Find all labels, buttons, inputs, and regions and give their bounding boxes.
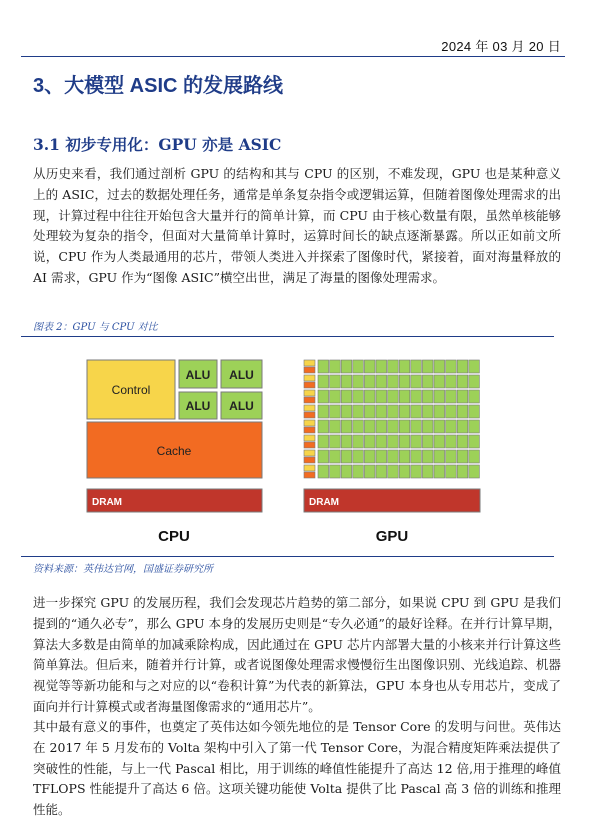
gpu-cache-cell [304, 457, 315, 463]
cpu-gpu-diagram [0, 338, 607, 554]
gpu-alu-cell [434, 420, 445, 433]
gpu-alu-cell [364, 465, 375, 478]
gpu-alu-cell [388, 420, 399, 433]
gpu-alu-cell [457, 450, 468, 463]
gpu-alu-cell [364, 375, 375, 388]
gpu-cache-cell [304, 427, 315, 433]
gpu-alu-cell [411, 420, 422, 433]
gpu-alu-cell [353, 390, 364, 403]
gpu-alu-cell [330, 405, 341, 418]
gpu-alu-cell [399, 420, 410, 433]
gpu-control-cell [304, 405, 315, 411]
gpu-core-grid [304, 360, 479, 478]
section-title: 3、大模型 ASIC 的发展路线 [33, 75, 284, 97]
figure-caption: 图表 2：GPU 与 CPU 对比 [33, 322, 158, 333]
gpu-alu-cell [446, 360, 457, 373]
figure-bottom-rule [21, 556, 554, 557]
gpu-alu-cell [330, 375, 341, 388]
gpu-alu-cell [364, 420, 375, 433]
gpu-alu-cell [388, 375, 399, 388]
gpu-alu-cell [411, 435, 422, 448]
gpu-alu-cell [341, 450, 352, 463]
gpu-alu-cell [341, 405, 352, 418]
cpu-alu-3-label: ALU [185, 399, 211, 413]
gpu-alu-cell [318, 360, 329, 373]
gpu-dram-label: DRAM [309, 497, 339, 508]
paragraph-3: 其中最有意义的事件，也奠定了英伟达如今领先地位的是 Tensor Core 的发明与问世。英伟达在 2017 年 5 月发布的 Volta 架构中引入了第一代 Tensor Core，为混合精度矩阵乘法提供了突破性的性能，与上一代 Pascal 相比，用于训练的峰值性能提升了高达 12 倍,用于推理的峰值 TFLOPS 性能提升了高达 6 倍。这项关键功能使 Volta 提供了比 Pascal 高 3 倍的训练和推理性能。 [33, 719, 561, 818]
gpu-cache-cell [304, 367, 315, 373]
gpu-alu-cell [446, 405, 457, 418]
gpu-control-cell [304, 360, 315, 366]
paragraph-1: 从历史来看，我们通过剖析 GPU 的结构和其与 CPU 的区别，不难发现，GPU 也是某种意义上的 ASIC，过去的数据处理任务，通常是单条复杂指令或逻辑运算，但随着图像处理需求的出现，计算过程中往往开始包含大量并行的简单计算，而 CPU 由于核心数量有限，虽然单核能够处理较为复杂的指令，但面对大量简单计算时，运算时间长的缺点逐渐暴露。所以正如前文所说，CPU 作为人类最通用的芯片，带领人类进入并探索了图像时代，紧接着，面对海量释放的 AI 需求，GPU 作为“图像 ASIC”横空出世，满足了海量的图像处理需求。 [33, 166, 561, 285]
gpu-alu-cell [469, 435, 480, 448]
gpu-alu-cell [411, 405, 422, 418]
gpu-alu-cell [434, 465, 445, 478]
gpu-cache-cell [304, 472, 315, 478]
gpu-alu-cell [388, 465, 399, 478]
gpu-alu-cell [434, 450, 445, 463]
gpu-alu-cell [446, 390, 457, 403]
gpu-alu-cell [330, 420, 341, 433]
gpu-alu-cell [318, 465, 329, 478]
gpu-alu-cell [446, 465, 457, 478]
gpu-architecture [304, 360, 480, 545]
cpu-alu-1-label: ALU [185, 368, 211, 382]
gpu-alu-cell [469, 450, 480, 463]
gpu-alu-cell [446, 435, 457, 448]
cpu-alu-2-label: ALU [229, 368, 254, 382]
gpu-alu-cell [411, 450, 422, 463]
cpu-architecture [87, 360, 262, 545]
gpu-alu-cell [388, 390, 399, 403]
gpu-alu-cell [388, 360, 399, 373]
gpu-alu-cell [399, 450, 410, 463]
gpu-alu-cell [364, 450, 375, 463]
gpu-alu-cell [422, 390, 433, 403]
gpu-alu-cell [434, 375, 445, 388]
gpu-alu-cell [469, 375, 480, 388]
header-divider [21, 56, 565, 57]
paragraph-2: 进一步探究 GPU 的发展历程，我们会发现芯片趋势的第二部分，如果说 CPU 到 GPU 是我们提到的“通久必专”，那么 GPU 本身的发展历史则是“专久必通”的最好诠释。在并行计算早期，算法大多数是由简单的加减乘除构成，因此通过在 GPU 芯片内部署大量的小核来并行计算这些简单算法。但后来，随着并行计算，或者说图像处理需求慢慢衍生出图像识别、光线追踪、机器视觉等等新功能和与之对应的以“卷积计算”为代表的新算法，GPU 本身也从专用芯片，变成了面向并行计算模式或者海量图像需求的“通用芯片”。 [33, 595, 561, 714]
gpu-alu-cell [399, 360, 410, 373]
gpu-alu-cell [422, 405, 433, 418]
gpu-alu-cell [318, 390, 329, 403]
gpu-alu-cell [457, 390, 468, 403]
cpu-dram-label: DRAM [92, 497, 122, 508]
figure-source: 资料来源：英伟达官网，国盛证券研究所 [33, 564, 213, 575]
gpu-alu-cell [364, 405, 375, 418]
gpu-alu-cell [434, 405, 445, 418]
gpu-alu-cell [469, 405, 480, 418]
gpu-alu-cell [388, 405, 399, 418]
gpu-alu-cell [469, 390, 480, 403]
gpu-alu-cell [411, 465, 422, 478]
gpu-alu-cell [399, 375, 410, 388]
gpu-alu-cell [376, 390, 387, 403]
gpu-control-cell [304, 420, 315, 426]
gpu-alu-cell [469, 360, 480, 373]
gpu-alu-cell [318, 435, 329, 448]
gpu-alu-cell [353, 465, 364, 478]
gpu-alu-cell [376, 420, 387, 433]
gpu-alu-cell [457, 405, 468, 418]
gpu-alu-cell [318, 450, 329, 463]
gpu-alu-cell [457, 420, 468, 433]
gpu-alu-cell [330, 360, 341, 373]
gpu-alu-cell [376, 450, 387, 463]
gpu-alu-cell [341, 360, 352, 373]
gpu-alu-cell [411, 375, 422, 388]
gpu-alu-cell [341, 420, 352, 433]
gpu-alu-cell [364, 390, 375, 403]
gpu-cache-cell [304, 397, 315, 403]
gpu-alu-cell [457, 375, 468, 388]
gpu-control-cell [304, 465, 315, 471]
gpu-alu-cell [364, 360, 375, 373]
gpu-alu-cell [376, 405, 387, 418]
gpu-alu-cell [318, 420, 329, 433]
gpu-label: GPU [375, 528, 409, 545]
gpu-alu-cell [434, 390, 445, 403]
gpu-alu-cell [318, 405, 329, 418]
gpu-cache-cell [304, 382, 315, 388]
gpu-alu-cell [318, 375, 329, 388]
gpu-alu-cell [422, 420, 433, 433]
gpu-alu-cell [422, 375, 433, 388]
gpu-alu-cell [376, 360, 387, 373]
gpu-control-cell [304, 375, 315, 381]
gpu-alu-cell [411, 390, 422, 403]
gpu-alu-cell [399, 390, 410, 403]
gpu-alu-cell [364, 435, 375, 448]
gpu-alu-cell [399, 405, 410, 418]
gpu-alu-cell [457, 435, 468, 448]
gpu-alu-cell [353, 375, 364, 388]
gpu-alu-cell [376, 375, 387, 388]
gpu-alu-cell [376, 465, 387, 478]
gpu-control-cell [304, 390, 315, 396]
gpu-alu-cell [422, 360, 433, 373]
gpu-alu-cell [469, 465, 480, 478]
gpu-alu-cell [330, 465, 341, 478]
gpu-alu-cell [434, 435, 445, 448]
gpu-alu-cell [341, 390, 352, 403]
gpu-alu-cell [341, 375, 352, 388]
gpu-alu-cell [399, 435, 410, 448]
gpu-alu-cell [399, 465, 410, 478]
gpu-alu-cell [353, 405, 364, 418]
gpu-alu-cell [330, 390, 341, 403]
gpu-alu-cell [353, 450, 364, 463]
gpu-alu-cell [376, 435, 387, 448]
gpu-cache-cell [304, 412, 315, 418]
gpu-alu-cell [353, 360, 364, 373]
gpu-alu-cell [353, 435, 364, 448]
cpu-label: CPU [158, 528, 190, 545]
report-date: 2024 年 03 月 20 日 [441, 39, 561, 54]
gpu-alu-cell [388, 450, 399, 463]
gpu-cache-cell [304, 442, 315, 448]
gpu-alu-cell [422, 465, 433, 478]
subsection-title: 3.1 初步专用化：GPU 亦是 ASIC [33, 135, 282, 154]
gpu-alu-cell [353, 420, 364, 433]
gpu-alu-cell [446, 420, 457, 433]
gpu-alu-cell [411, 360, 422, 373]
gpu-alu-cell [341, 465, 352, 478]
gpu-control-cell [304, 435, 315, 441]
gpu-alu-cell [330, 450, 341, 463]
gpu-alu-cell [341, 435, 352, 448]
cpu-control-label: Control [111, 383, 151, 397]
gpu-alu-cell [446, 450, 457, 463]
cpu-alu-4-label: ALU [229, 399, 254, 413]
gpu-control-cell [304, 450, 315, 456]
gpu-alu-cell [446, 375, 457, 388]
cpu-cache-label: Cache [156, 444, 192, 458]
gpu-alu-cell [457, 465, 468, 478]
gpu-alu-cell [469, 420, 480, 433]
gpu-alu-cell [457, 360, 468, 373]
gpu-alu-cell [422, 435, 433, 448]
gpu-alu-cell [330, 435, 341, 448]
gpu-alu-cell [388, 435, 399, 448]
gpu-alu-cell [434, 360, 445, 373]
gpu-alu-cell [422, 450, 433, 463]
figure-top-rule [21, 336, 554, 337]
